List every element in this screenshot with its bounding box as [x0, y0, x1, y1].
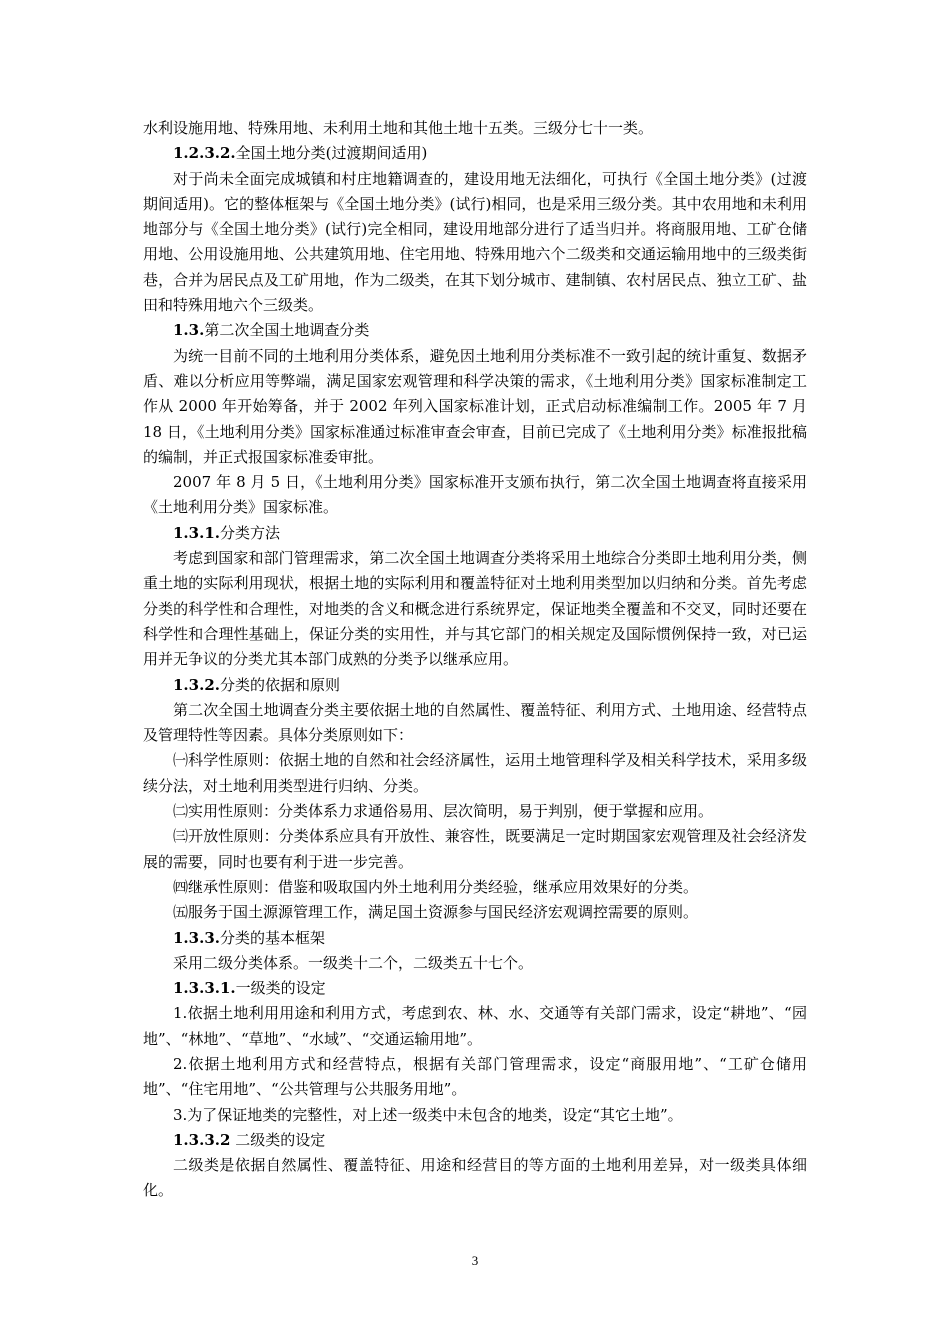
- body-paragraph: 采用二级分类体系。一级类十二个，二级类五十七个。: [173, 953, 534, 972]
- body-paragraph: ㈣继承性原则：借鉴和吸取国内外土地利用分类经验，继承应用效果好的分类。: [173, 877, 699, 896]
- body-paragraph: 1.依据土地利用用途和利用方式，考虑到农、林、水、交通等有关部门需求，设定“耕地”、“园地”、“林地”、“草地”、“水域”、“交通运输用地”。: [143, 1004, 807, 1048]
- section-title: 第二次全国土地调查分类: [204, 321, 370, 340]
- section-heading: [143, 926, 807, 951]
- page-body: [143, 116, 807, 1204]
- section-title: 全国土地分类(过渡期间适用): [235, 144, 428, 163]
- section-number: 1.2.3.2.: [173, 144, 236, 163]
- body-paragraph: 2007 年 8 月 5 日，《土地利用分类》国家标准开支颁布执行，第二次全国土地调查将直接采用《土地利用分类》国家标准。: [143, 473, 807, 517]
- page-number: 3: [471, 1253, 479, 1268]
- body-paragraph: 水利设施用地、特殊用地、未利用土地和其他土地十五类。三级分七十一类。: [143, 119, 654, 137]
- body-paragraph: 二级类是依据自然属性、覆盖特征、用途和经营目的等方面的土地利用差异，对一级类具体细化。: [143, 1156, 807, 1200]
- body-paragraph: ㈠科学性原则：依据土地的自然和社会经济属性，运用土地管理科学及相关科学技术，采用多级续分法，对土地利用类型进行归纳、分类。: [143, 751, 807, 795]
- section-heading: [143, 318, 807, 343]
- section-heading: [143, 976, 807, 1001]
- body-paragraph: 3.为了保证地类的完整性，对上述一级类中未包含的地类，设定“其它土地”。: [173, 1105, 683, 1124]
- body-paragraph: 第二次全国土地调查分类主要依据土地的自然属性、覆盖特征、利用方式、土地用途、经营特点及管理特性等因素。具体分类原则如下：: [143, 700, 807, 745]
- body-paragraph: 对于尚未全面完成城镇和村庄地籍调查的，建设用地无法细化，可执行《全国土地分类》(过渡期间适用)。它的整体框架与《全国土地分类》(试行)相同，也是采用三级分类。其中农用地和未利用地部分与《全国土地分类》(试行)完全相同，建设用地部分进行了适当归并。将商服用地、工矿仓储用地、公用设施用地、公共建筑用地、住宅用地、特殊用地六个二级类和交通运输用地中的三级类街巷，合并为居民点及工矿用地，作为二级类，在其下划分城市、建制镇、农村居民点、独立工矿、盐田和特殊用地六个三级类。: [143, 169, 807, 315]
- section-title: 分类的基本框架: [219, 928, 325, 947]
- section-number: 1.3.: [173, 321, 205, 340]
- body-paragraph: ㈤服务于国土源源管理工作，满足国土资源参与国民经济宏观调控需要的原则。: [173, 903, 699, 922]
- body-paragraph: ㈢开放性原则：分类体系应具有开放性、兼容性，既要满足一定时期国家宏观管理及社会经济发展的需要，同时也要有利于进一步完善。: [143, 827, 807, 871]
- section-heading: [143, 521, 807, 546]
- section-heading: [143, 141, 807, 166]
- section-number: 1.3.2.: [173, 675, 220, 694]
- section-title: 分类方法: [219, 523, 280, 542]
- body-paragraph: ㈡实用性原则：分类体系力求通俗易用、层次简明，易于判别，便于掌握和应用。: [173, 802, 714, 821]
- section-number: 1.3.3.2: [173, 1130, 231, 1149]
- body-paragraph: 2.依据土地利用方式和经营特点，根据有关部门管理需求，设定“商服用地”、“工矿仓储用地”、“住宅用地”、“公共管理与公共服务用地”。: [143, 1054, 807, 1099]
- section-number: 1.3.3.: [173, 928, 220, 947]
- section-title: 二级类的设定: [230, 1130, 326, 1149]
- body-paragraph: 考虑到国家和部门管理需求，第二次全国土地调查分类将采用土地综合分类即土地利用分类，侧重土地的实际利用现状，根据土地的实际利用和覆盖特征对土地利用类型加以归纳和分类。首先考虑分类的科学性和合理性，对地类的含义和概念进行系统界定，保证地类全覆盖和不交叉，同时还要在科学性和合理性基础上，保证分类的实用性，并与其它部门的相关规定及国际惯例保持一致，对已运用并无争议的分类尤其本部门成熟的分类予以继承应用。: [143, 549, 807, 669]
- body-paragraph: 为统一目前不同的土地利用分类体系，避免因土地利用分类标准不一致引起的统计重复、数据矛盾、难以分析应用等弊端，满足国家宏观管理和科学决策的需求，《土地利用分类》国家标准制定工作从 2000 年开始筹备，并于 2002 年列入国家标准计划，正式启动标准编制工作。2005 年 7 月 18 日，《土地利用分类》国家标准通过标准审查会审查，目前已完成了《土地利用分类》标准报批稿的编制，并正式报国家标准委审批。: [143, 346, 807, 466]
- section-heading: [143, 1128, 807, 1153]
- section-heading: [143, 673, 807, 698]
- section-number: 1.3.3.1.: [173, 979, 236, 998]
- section-title: 一级类的设定: [235, 979, 326, 998]
- section-title: 分类的依据和原则: [219, 675, 340, 694]
- section-number: 1.3.1.: [173, 523, 220, 542]
